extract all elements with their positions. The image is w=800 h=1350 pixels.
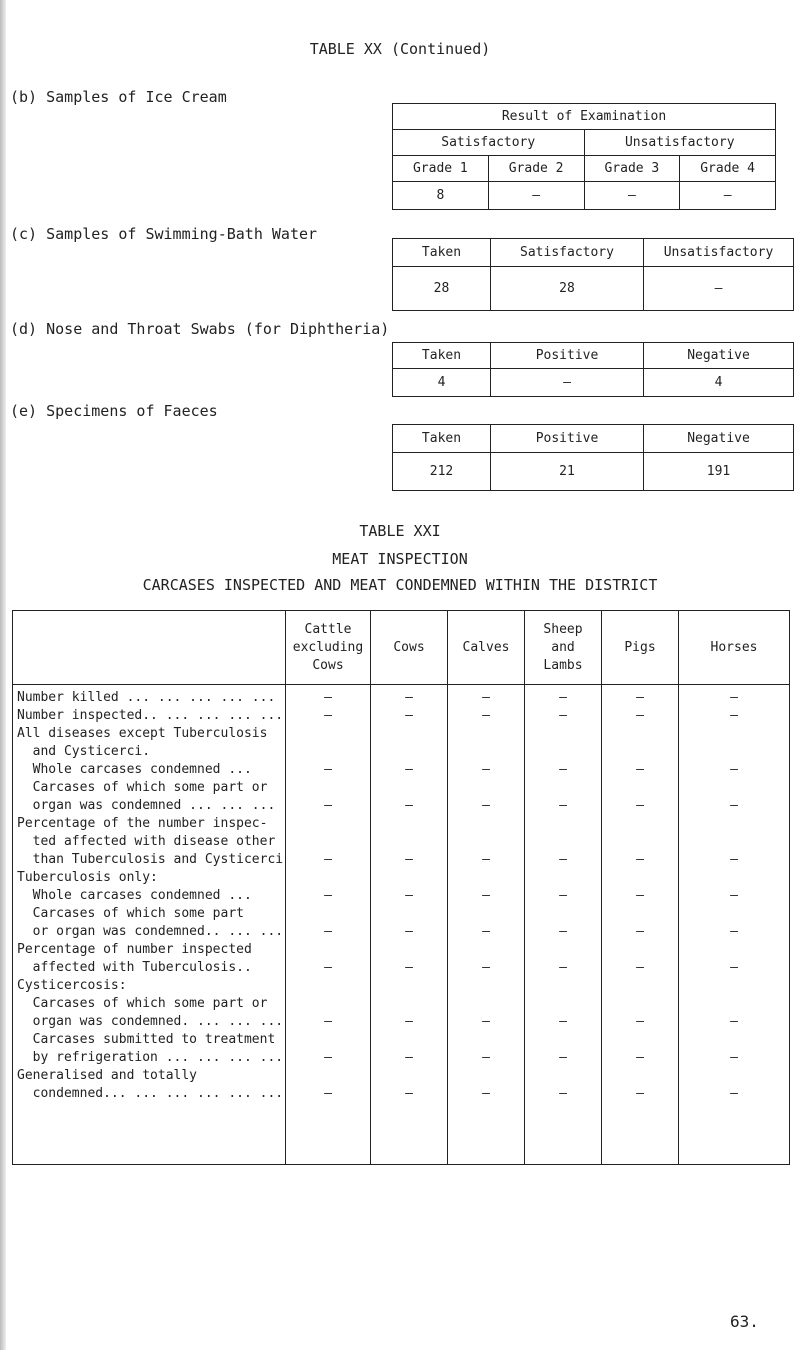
value-cell: –	[405, 1014, 413, 1029]
row-label-line: condemned... ... ... ... ... ...	[17, 1086, 284, 1101]
value-cell	[679, 779, 789, 797]
value-cell	[679, 941, 789, 959]
grade-4-header: Grade 4	[680, 156, 776, 182]
row-labels	[13, 685, 286, 1165]
table-xx-title: TABLE XX (Continued)	[309, 40, 491, 58]
value-cell	[602, 833, 678, 851]
value-cell	[448, 743, 524, 761]
value-cell: –	[324, 924, 332, 939]
faeces-positive-value: 21	[491, 453, 644, 491]
section-c-label: (c) Samples of Swimming-Bath Water	[10, 225, 318, 243]
faeces-taken-header: Taken	[393, 425, 491, 453]
value-cell: –	[559, 708, 567, 723]
value-cell	[525, 1031, 601, 1049]
col-cattle-header	[286, 611, 371, 685]
faeces-table	[392, 424, 794, 491]
value-cell	[679, 815, 789, 833]
value-cell	[679, 725, 789, 743]
value-cell	[679, 743, 789, 761]
value-cell	[602, 977, 678, 995]
value-cell	[371, 941, 447, 959]
value-cell: –	[482, 852, 490, 867]
value-cell: –	[482, 1050, 490, 1065]
value-cell	[448, 941, 524, 959]
value-cell: –	[482, 798, 490, 813]
col-pigs-values	[602, 685, 679, 1165]
row-label-line: Percentage of number inspected	[17, 942, 252, 957]
value-cell	[602, 905, 678, 923]
value-cell	[371, 905, 447, 923]
value-cell: –	[636, 960, 644, 975]
table-xxi-caption: CARCASES INSPECTED AND MEAT CONDEMNED WITHIN THE DISTRICT	[142, 576, 658, 594]
value-cell	[286, 941, 370, 959]
grade-1-value: 8	[393, 182, 489, 210]
col-calves-header: Calves	[448, 611, 525, 685]
value-cell: –	[636, 1050, 644, 1065]
value-cell: –	[324, 1050, 332, 1065]
col-cows-header: Cows	[371, 611, 448, 685]
value-cell	[448, 815, 524, 833]
value-cell	[679, 977, 789, 995]
value-cell	[448, 1067, 524, 1085]
value-cell	[371, 869, 447, 887]
value-cell: –	[636, 690, 644, 705]
value-cell: –	[730, 762, 738, 777]
section-e-label: (e) Specimens of Faeces	[10, 402, 218, 420]
value-cell	[679, 905, 789, 923]
value-cell: –	[636, 888, 644, 903]
value-cell: –	[636, 1086, 644, 1101]
value-cell: –	[559, 852, 567, 867]
col-calves-values	[448, 685, 525, 1165]
value-cell: –	[324, 1086, 332, 1101]
value-cell	[371, 779, 447, 797]
row-label-line: Carcases of which some part or	[17, 996, 268, 1011]
value-cell: –	[324, 798, 332, 813]
swimming-taken-header: Taken	[393, 239, 491, 267]
swabs-taken-value: 4	[393, 369, 491, 397]
value-cell	[371, 1067, 447, 1085]
swimming-satisfactory-value: 28	[491, 267, 644, 311]
value-cell	[602, 1067, 678, 1085]
value-cell	[679, 1067, 789, 1085]
value-cell: –	[730, 1014, 738, 1029]
grade-1-header: Grade 1	[393, 156, 489, 182]
value-cell: –	[405, 690, 413, 705]
value-cell	[525, 905, 601, 923]
value-cell	[602, 941, 678, 959]
col-cattle-values	[286, 685, 371, 1165]
col-sheep-line-2: and	[551, 639, 575, 655]
grade-4-value: –	[680, 182, 776, 210]
col-cattle-line-3: Cows	[312, 657, 344, 673]
row-label-line: by refrigeration ... ... ... ...	[17, 1050, 284, 1065]
value-cell: –	[559, 1050, 567, 1065]
col-sheep-values	[525, 685, 602, 1165]
row-label-line: affected with Tuberculosis..	[17, 960, 252, 975]
ice-cream-header: Result of Examination	[393, 104, 776, 130]
value-cell: –	[324, 762, 332, 777]
section-b-label: (b) Samples of Ice Cream	[10, 88, 227, 106]
value-cell: –	[482, 1086, 490, 1101]
swimming-table	[392, 238, 794, 311]
value-cell: –	[559, 798, 567, 813]
value-cell	[371, 815, 447, 833]
value-cell	[602, 869, 678, 887]
row-label-line: or organ was condemned.. ... ...	[17, 924, 284, 939]
col-sheep-line-1: Sheep	[543, 621, 583, 637]
faeces-positive-header: Positive	[491, 425, 644, 453]
value-cell: –	[559, 924, 567, 939]
value-cell: –	[730, 852, 738, 867]
col-cows-values	[371, 685, 448, 1165]
value-cell	[448, 905, 524, 923]
value-cell: –	[730, 1086, 738, 1101]
value-cell: –	[324, 708, 332, 723]
value-cell	[525, 725, 601, 743]
value-cell	[286, 1067, 370, 1085]
value-cell: –	[405, 1050, 413, 1065]
col-cattle-line-1: Cattle	[304, 621, 352, 637]
col-sheep-line-3: Lambs	[543, 657, 583, 673]
value-cell	[525, 815, 601, 833]
value-cell	[602, 779, 678, 797]
row-label-line: Carcases of which some part	[17, 906, 244, 921]
value-cell	[448, 869, 524, 887]
value-cell	[602, 743, 678, 761]
value-cell	[602, 725, 678, 743]
value-cell: –	[324, 690, 332, 705]
value-cell	[286, 995, 370, 1013]
value-cell: –	[405, 708, 413, 723]
value-cell	[286, 779, 370, 797]
value-cell: –	[482, 924, 490, 939]
grade-2-value: –	[488, 182, 584, 210]
swabs-negative-value: 4	[644, 369, 794, 397]
swabs-negative-header: Negative	[644, 343, 794, 369]
value-cell: –	[559, 690, 567, 705]
faeces-taken-value: 212	[393, 453, 491, 491]
value-cell: –	[482, 1014, 490, 1029]
value-cell	[286, 725, 370, 743]
value-cell: –	[324, 888, 332, 903]
value-cell: –	[482, 960, 490, 975]
value-cell	[448, 1031, 524, 1049]
col-cattle-line-2: excluding	[292, 639, 364, 655]
row-label-line: Whole carcases condemned ...	[17, 888, 252, 903]
swabs-positive-value: –	[491, 369, 644, 397]
row-label-line: All diseases except Tuberculosis	[17, 726, 268, 741]
grade-2-header: Grade 2	[488, 156, 584, 182]
value-cell: –	[730, 708, 738, 723]
value-cell	[679, 1031, 789, 1049]
value-cell	[286, 743, 370, 761]
swimming-unsatisfactory-value: –	[644, 267, 794, 311]
swabs-table	[392, 342, 794, 397]
table-xxi-title: TABLE XXI	[359, 522, 441, 540]
row-label-line: Cysticercosis:	[17, 978, 127, 993]
value-cell: –	[730, 960, 738, 975]
page-spine-shadow	[0, 0, 6, 1350]
value-cell	[448, 995, 524, 1013]
row-label-line: Generalised and totally	[17, 1068, 198, 1083]
value-cell: –	[405, 888, 413, 903]
value-cell: –	[405, 1086, 413, 1101]
value-cell	[525, 977, 601, 995]
value-cell: –	[405, 762, 413, 777]
value-cell: –	[405, 924, 413, 939]
value-cell: –	[636, 762, 644, 777]
col-horses-values	[679, 685, 790, 1165]
value-cell: –	[405, 960, 413, 975]
value-cell	[525, 995, 601, 1013]
value-cell	[286, 977, 370, 995]
faeces-negative-value: 191	[644, 453, 794, 491]
swabs-positive-header: Positive	[491, 343, 644, 369]
value-cell	[602, 1031, 678, 1049]
value-cell	[525, 779, 601, 797]
value-cell	[679, 833, 789, 851]
value-cell: –	[324, 960, 332, 975]
row-label-line: organ was condemned ... ... ...	[17, 798, 276, 813]
row-label-line: Number killed ... ... ... ... ...	[17, 690, 276, 705]
value-cell	[448, 977, 524, 995]
value-cell	[525, 833, 601, 851]
value-cell: –	[482, 762, 490, 777]
value-cell	[602, 995, 678, 1013]
row-label-line: Carcases submitted to treatment	[17, 1032, 276, 1047]
value-cell	[371, 995, 447, 1013]
col-sheep-header	[525, 611, 602, 685]
value-cell	[525, 941, 601, 959]
value-cell	[371, 977, 447, 995]
value-cell: –	[482, 690, 490, 705]
value-cell: –	[730, 1050, 738, 1065]
meat-inspection-table	[12, 610, 790, 1165]
row-label-line: and Cysticerci.	[17, 744, 151, 759]
section-d-label: (d) Nose and Throat Swabs (for Diphtheria)	[10, 320, 390, 338]
value-cell: –	[559, 1014, 567, 1029]
value-cell: –	[636, 798, 644, 813]
value-cell: –	[730, 690, 738, 705]
row-label-line: Carcases of which some part or	[17, 780, 268, 795]
value-cell	[525, 743, 601, 761]
value-cell: –	[636, 852, 644, 867]
row-label-line: Percentage of the number inspec-	[17, 816, 268, 831]
value-cell	[286, 1031, 370, 1049]
value-cell: –	[324, 1014, 332, 1029]
value-cell	[371, 833, 447, 851]
value-cell: –	[636, 708, 644, 723]
col-horses-header: Horses	[679, 611, 790, 685]
value-cell	[286, 833, 370, 851]
value-cell	[525, 1067, 601, 1085]
value-cell: –	[730, 888, 738, 903]
value-cell: –	[405, 798, 413, 813]
value-cell	[525, 869, 601, 887]
col-pigs-header: Pigs	[602, 611, 679, 685]
value-cell	[448, 779, 524, 797]
value-cell	[286, 815, 370, 833]
swimming-unsatisfactory-header: Unsatisfactory	[644, 239, 794, 267]
value-cell: –	[559, 1086, 567, 1101]
row-label-line: than Tuberculosis and Cysticerci	[17, 852, 284, 867]
value-cell: –	[636, 1014, 644, 1029]
row-label-line: Number inspected.. ... ... ... ...	[17, 708, 284, 723]
value-cell: –	[482, 708, 490, 723]
value-cell: –	[636, 924, 644, 939]
value-cell	[679, 995, 789, 1013]
faeces-negative-header: Negative	[644, 425, 794, 453]
value-cell	[371, 743, 447, 761]
table-xxi-subtitle: MEAT INSPECTION	[332, 550, 468, 568]
value-cell: –	[559, 888, 567, 903]
value-cell: –	[730, 798, 738, 813]
value-cell	[286, 869, 370, 887]
value-cell	[602, 815, 678, 833]
row-label-line: organ was condemned. ... ... ...	[17, 1014, 284, 1029]
ice-cream-satisfactory-header: Satisfactory	[393, 130, 585, 156]
value-cell: –	[730, 924, 738, 939]
value-cell	[371, 725, 447, 743]
value-cell	[286, 905, 370, 923]
value-cell	[371, 1031, 447, 1049]
value-cell: –	[405, 852, 413, 867]
row-label-line: Tuberculosis only:	[17, 870, 158, 885]
value-cell	[448, 725, 524, 743]
value-cell: –	[324, 852, 332, 867]
row-label-line: ted affected with disease other	[17, 834, 276, 849]
grade-3-header: Grade 3	[584, 156, 680, 182]
swimming-taken-value: 28	[393, 267, 491, 311]
value-cell: –	[482, 888, 490, 903]
page-number: 63.	[730, 1312, 759, 1331]
ice-cream-unsatisfactory-header: Unsatisfactory	[584, 130, 776, 156]
value-cell	[448, 833, 524, 851]
value-cell	[679, 869, 789, 887]
row-label-line: Whole carcases condemned ...	[17, 762, 252, 777]
ice-cream-table	[392, 103, 776, 210]
swimming-satisfactory-header: Satisfactory	[491, 239, 644, 267]
value-cell: –	[559, 762, 567, 777]
row-label-header	[13, 611, 286, 685]
swabs-taken-header: Taken	[393, 343, 491, 369]
value-cell: –	[559, 960, 567, 975]
grade-3-value: –	[584, 182, 680, 210]
